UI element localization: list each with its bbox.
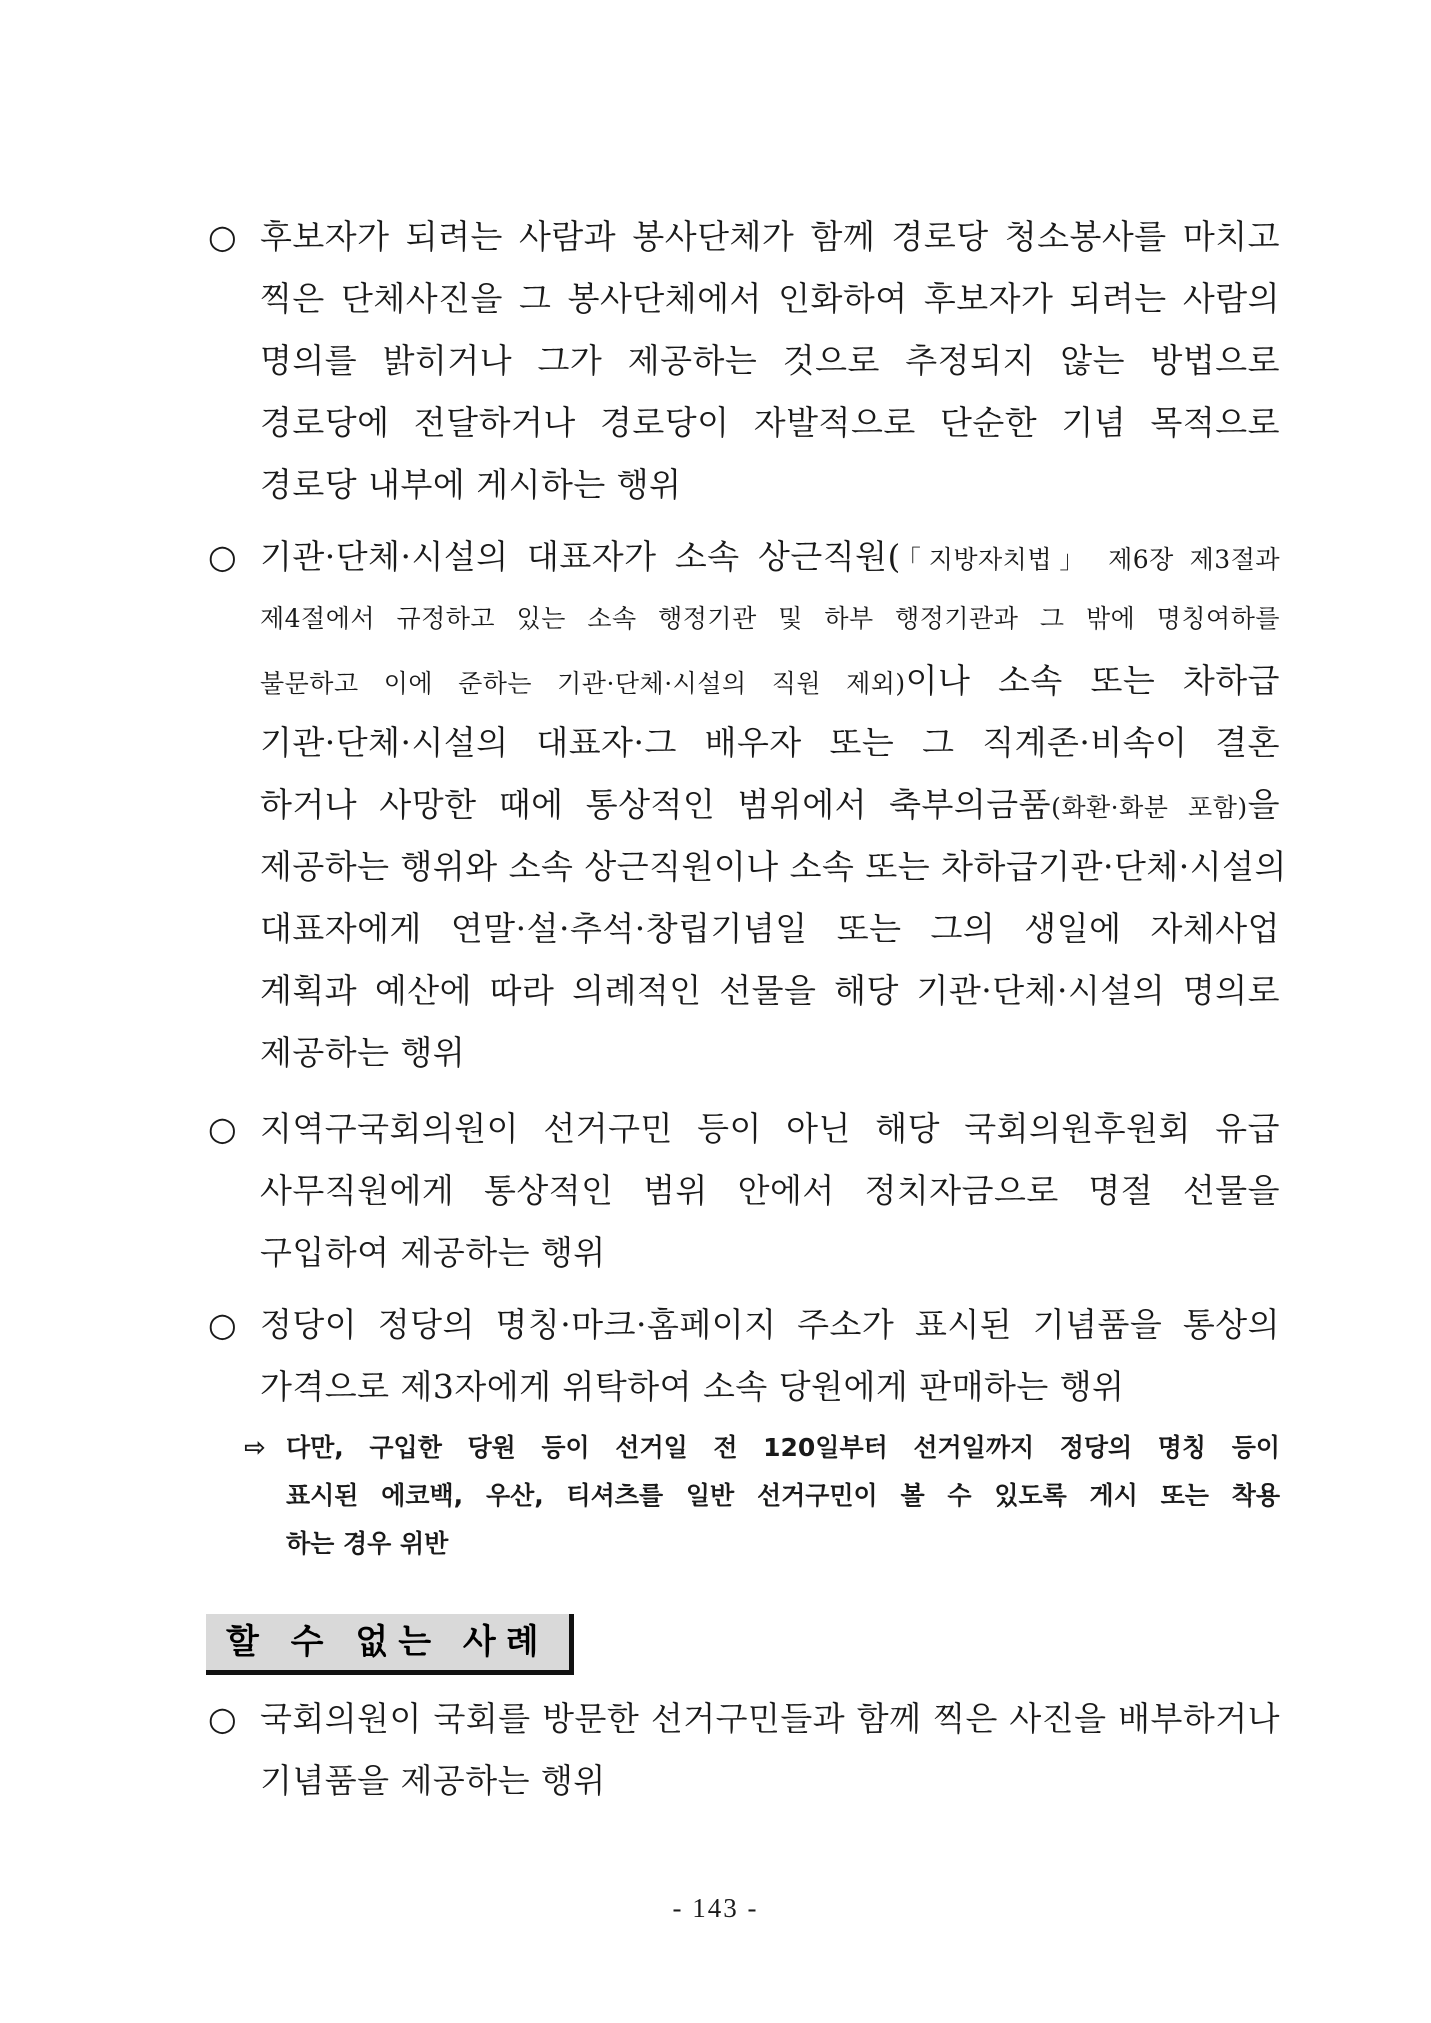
text-line bbox=[260, 650, 1280, 712]
text-line: 사무직원에게 통상적인 범위 안에서 정치자금으로 명절 선물을 bbox=[260, 1171, 1280, 1210]
text-line bbox=[260, 526, 1280, 588]
text-span: 기관·단체·시설의 대표자가 소속 상근직원( bbox=[260, 537, 901, 576]
text-span-small: 「지방자치법」 제6장 제3절과 bbox=[900, 545, 1280, 574]
section-heading: 할 수 없는 사례 bbox=[206, 1614, 574, 1675]
note-line: 표시된 에코백, 우산, 티셔츠를 일반 선거구민이 볼 수 있도록 게시 또는 착용 bbox=[286, 1481, 1280, 1510]
text-span: 하거나 사망한 때에 통상적인 범위에서 축부의금품 bbox=[260, 785, 1052, 824]
text-line: 기관·단체·시설의 대표자·그 배우자 또는 그 직계존·비속이 결혼 bbox=[260, 723, 1280, 762]
page-number: - 143 - bbox=[672, 1893, 759, 1923]
circle-bullet-icon: ○ bbox=[208, 537, 237, 576]
text-span-small: 불문하고 이에 준하는 기관·단체·시설의 직원 제외) bbox=[260, 669, 906, 698]
right-arrow-icon: ⇨ bbox=[244, 1433, 266, 1463]
text-line: 기념품을 제공하는 행위 bbox=[260, 1761, 606, 1800]
text-line: 대표자에게 연말·설·추석·창립기념일 또는 그의 생일에 자체사업 bbox=[260, 909, 1280, 948]
text-line: 구입하여 제공하는 행위 bbox=[260, 1233, 606, 1272]
note-line: 다만, 구입한 당원 등이 선거일 전 120일부터 선거일까지 정당의 명칭 등이 bbox=[286, 1433, 1280, 1462]
circle-bullet-icon: ○ bbox=[208, 1699, 237, 1738]
text-line: 지역구국회의원이 선거구민 등이 아닌 해당 국회의원후원회 유급 bbox=[260, 1109, 1280, 1148]
text-line: 찍은 단체사진을 그 봉사단체에서 인화하여 후보자가 되려는 사람의 bbox=[260, 279, 1280, 318]
text-line: 제4절에서 규정하고 있는 소속 행정기관 및 하부 행정기관과 그 밖에 명칭여하를 bbox=[260, 604, 1280, 633]
circle-bullet-icon: ○ bbox=[208, 217, 237, 256]
text-span: 을 bbox=[1247, 785, 1280, 824]
text-line bbox=[260, 774, 1280, 836]
text-line: 명의를 밝히거나 그가 제공하는 것으로 추정되지 않는 방법으로 bbox=[260, 341, 1280, 380]
text-line: 경로당 내부에 게시하는 행위 bbox=[260, 465, 682, 504]
text-line: 정당이 정당의 명칭·마크·홈페이지 주소가 표시된 기념품을 통상의 bbox=[260, 1305, 1280, 1344]
text-line: 경로당에 전달하거나 경로당이 자발적으로 단순한 기념 목적으로 bbox=[260, 403, 1280, 442]
circle-bullet-icon: ○ bbox=[208, 1109, 237, 1148]
note-line: 하는 경우 위반 bbox=[286, 1529, 449, 1558]
text-line: 계획과 예산에 따라 의례적인 선물을 해당 기관·단체·시설의 명의로 bbox=[260, 971, 1280, 1010]
text-line: 제공하는 행위 bbox=[260, 1033, 466, 1072]
text-line: 후보자가 되려는 사람과 봉사단체가 함께 경로당 청소봉사를 마치고 bbox=[260, 217, 1280, 256]
text-line: 국회의원이 국회를 방문한 선거구민들과 함께 찍은 사진을 배부하거나 bbox=[260, 1699, 1280, 1738]
text-span: 이나 소속 또는 차하급 bbox=[905, 661, 1280, 700]
circle-bullet-icon: ○ bbox=[208, 1305, 237, 1344]
text-line: 가격으로 제3자에게 위탁하여 소속 당원에게 판매하는 행위 bbox=[260, 1367, 1125, 1406]
text-line: 제공하는 행위와 소속 상근직원이나 소속 또는 차하급기관·단체·시설의 bbox=[260, 847, 1287, 886]
text-span-small: (화환·화분 포함) bbox=[1051, 793, 1248, 822]
